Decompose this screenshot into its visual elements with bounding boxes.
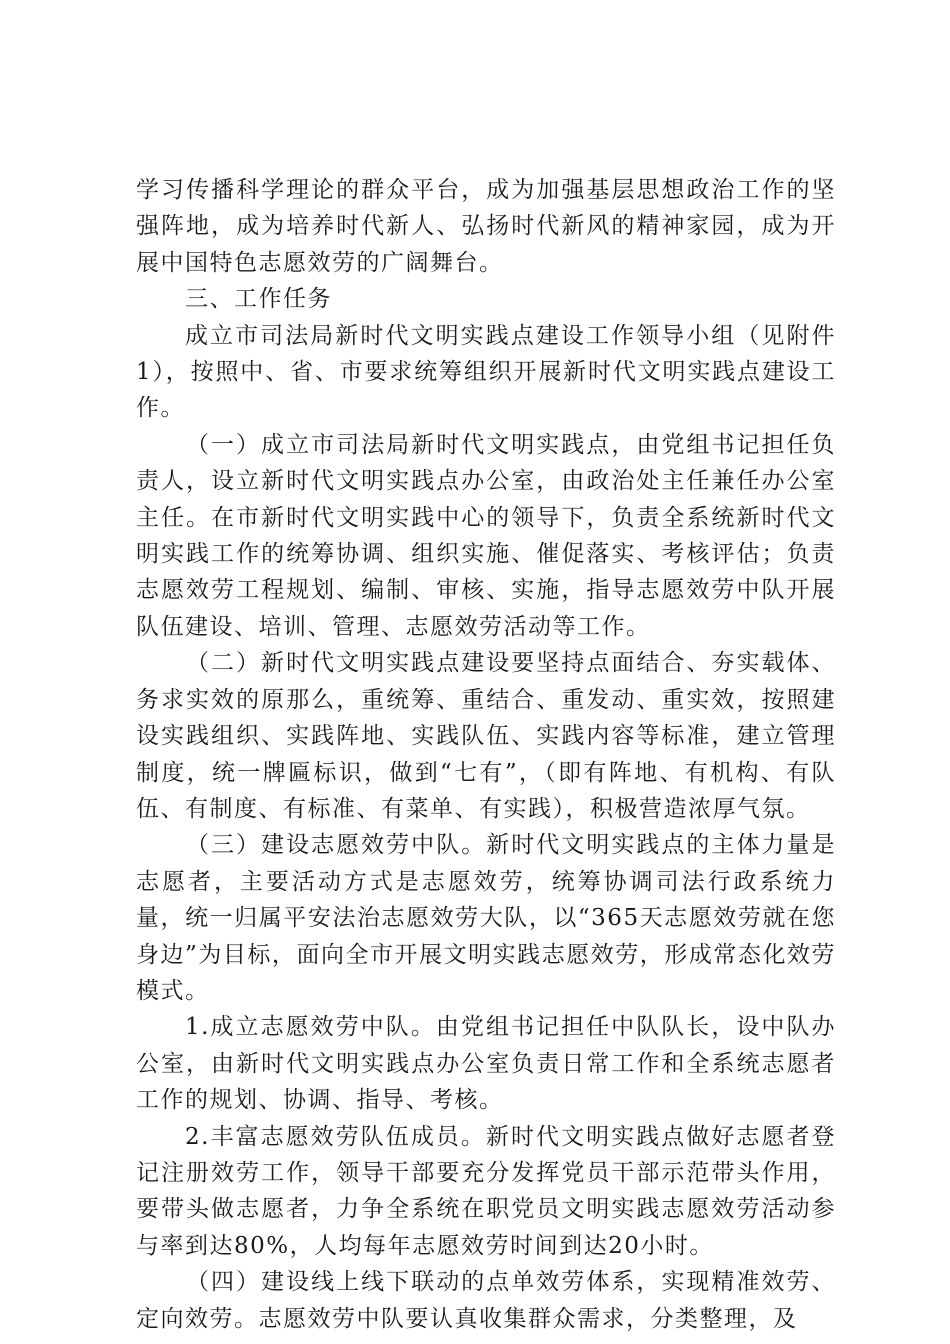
paragraph-subitem-2: 2.丰富志愿效劳队伍成员。新时代文明实践点做好志愿者登记注册效劳工作，领导干部要充分发挥党员干部示范带头作用，要带头做志愿者，力争全系统在职党员文明实践志愿效劳活动参与率到达80%，人均每年志愿效劳时间到达20小时。: [136, 1123, 836, 1259]
paragraph-leading-group: 成立市司法局新时代文明实践点建设工作领导小组（见附件1），按照中、省、市要求统筹组织开展新时代文明实践点建设工作。: [136, 322, 836, 422]
paragraph-subitem-1: 1.成立志愿效劳中队。由党组书记担任中队队长，设中队办公室，由新时代文明实践点办公室负责日常工作和全系统志愿者工作的规划、协调、指导、考核。: [136, 1014, 836, 1114]
paragraph-item-1: （一）成立市司法局新时代文明实践点，由党组书记担任负责人，设立新时代文明实践点办公室，由政治处主任兼任办公室主任。在市新时代文明实践中心的领导下，负责全系统新时代文明实践工作的统筹协调、组织实施、催促落实、考核评估；负责志愿效劳工程规划、编制、审核、实施，指导志愿效劳中队开展队伍建设、培训、管理、志愿效劳活动等工作。: [136, 431, 836, 640]
paragraph-item-2: （二）新时代文明实践点建设要坚持点面结合、夯实载体、务求实效的原那么，重统筹、重结合、重发动、重实效，按照建设实践组织、实践阵地、实践队伍、实践内容等标准，建立管理制度，统一牌匾标识，做到“七有”，（即有阵地、有机构、有队伍、有制度、有标准、有菜单、有实践），积极营造浓厚气氛。: [136, 650, 836, 822]
document-body: [136, 172, 836, 1337]
paragraph-intro-continuation: 学习传播科学理论的群众平台，成为加强基层思想政治工作的坚强阵地，成为培养时代新人、弘扬时代新风的精神家园，成为开展中国特色志愿效劳的广阔舞台。: [136, 177, 836, 276]
section-heading-work-tasks: 三、工作任务: [185, 286, 332, 313]
paragraph-item-4: （四）建设线上线下联动的点单效劳体系，实现精准效劳、定向效劳。志愿效劳中队要认真收集群众需求，分类整理，及: [136, 1269, 836, 1332]
paragraph-item-3: （三）建设志愿效劳中队。新时代文明实践点的主体力量是志愿者，主要活动方式是志愿效劳，统筹协调司法行政系统力量，统一归属平安法治志愿效劳大队，以“365天志愿效劳就在您身边”为目标，面向全市开展文明实践志愿效劳，形成常态化效劳模式。: [136, 832, 836, 1004]
